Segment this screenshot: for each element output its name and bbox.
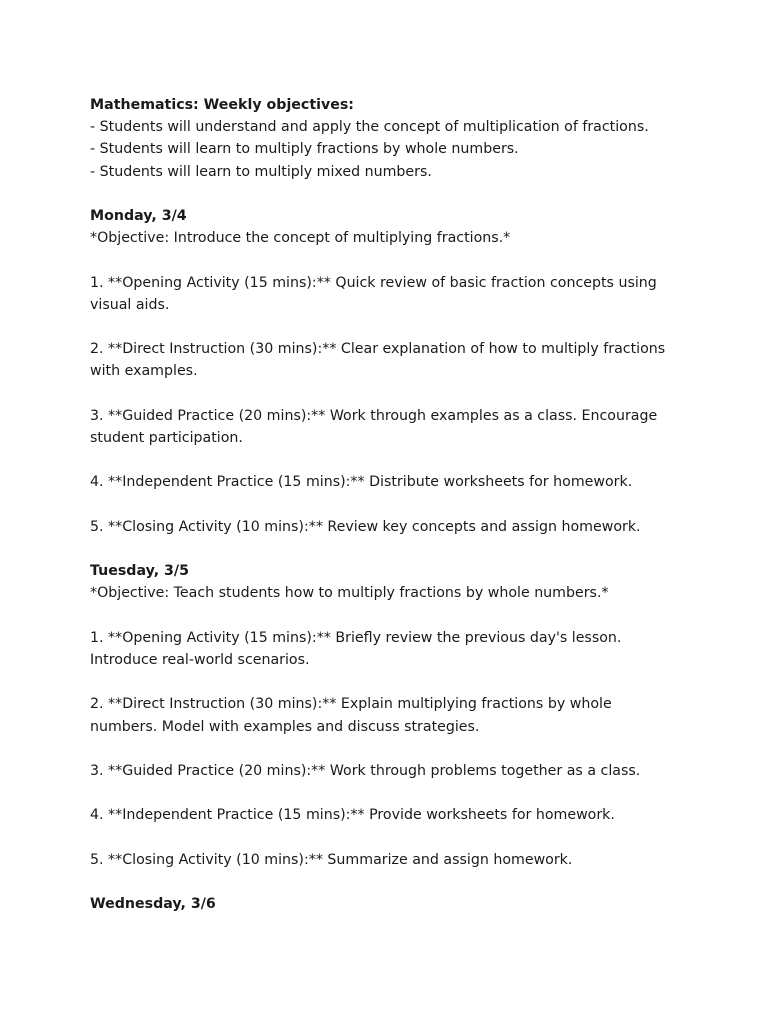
spacer [90, 494, 690, 516]
day-objective-monday: *Objective: Introduce the concept of multiplying fractions.* [90, 230, 511, 247]
spacer [90, 183, 690, 205]
lesson-step: 5. **Closing Activity (10 mins):** Review key concepts and assign homework. [90, 518, 641, 535]
spacer [90, 249, 690, 271]
lesson-step: 2. **Direct Instruction (30 mins):** Explain multiplying fractions by whole numbers. Model with examples and discuss strategies. [90, 696, 612, 735]
spacer [90, 605, 690, 627]
lesson-plan-document [90, 94, 690, 915]
day-heading-monday: Monday, 3/4 [90, 208, 187, 224]
spacer [90, 827, 690, 849]
day-heading-tuesday: Tuesday, 3/5 [90, 563, 189, 580]
lesson-step: 1. **Opening Activity (15 mins):** Briefly review the previous day's lesson. Introduce real-world scenarios. [90, 629, 622, 668]
objectives-heading: Mathematics: Weekly objectives: [90, 97, 354, 113]
objective-item: - Students will learn to multiply mixed numbers. [90, 163, 432, 180]
spacer [90, 671, 690, 693]
objective-item: - Students will understand and apply the concept of multiplication of fractions. [90, 119, 649, 136]
spacer [90, 871, 690, 893]
day-heading-wednesday: Wednesday, 3/6 [90, 896, 216, 913]
spacer [90, 316, 690, 338]
lesson-step: 1. **Opening Activity (15 mins):** Quick review of basic fraction concepts using visual aids. [90, 274, 657, 313]
lesson-step: 4. **Independent Practice (15 mins):** Distribute worksheets for homework. [90, 474, 633, 491]
spacer [90, 449, 690, 471]
spacer [90, 782, 690, 804]
lesson-step: 2. **Direct Instruction (30 mins):** Clear explanation of how to multiply fractions with examples. [90, 341, 666, 380]
lesson-step: 3. **Guided Practice (20 mins):** Work through problems together as a class. [90, 762, 641, 779]
lesson-step: 4. **Independent Practice (15 mins):** Provide worksheets for homework. [90, 807, 615, 824]
spacer [90, 738, 690, 760]
lesson-step: 3. **Guided Practice (20 mins):** Work through examples as a class. Encourage student participation. [90, 407, 658, 446]
lesson-step: 5. **Closing Activity (10 mins):** Summarize and assign homework. [90, 851, 573, 868]
day-objective-tuesday: *Objective: Teach students how to multiply fractions by whole numbers.* [90, 585, 609, 602]
objective-item: - Students will learn to multiply fractions by whole numbers. [90, 141, 519, 158]
spacer [90, 538, 690, 560]
spacer [90, 383, 690, 405]
